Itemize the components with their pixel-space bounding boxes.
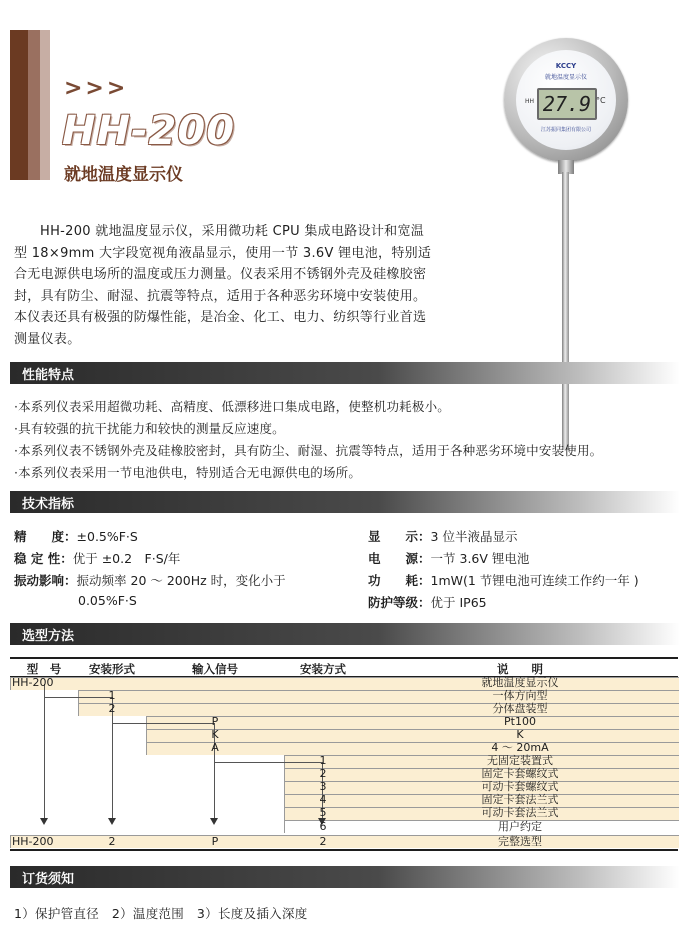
product-subtitle: 就地温度显示仪 (64, 165, 183, 185)
arrow-down-icon (40, 818, 48, 825)
section-title-order: 订货须知 (22, 872, 75, 887)
code-install-method: 6 (319, 820, 327, 833)
row-desc: 4 ～ 20mA (491, 741, 549, 754)
gauge-left-mark: HH (525, 98, 535, 105)
feature-item: ·具有较强的抗干扰能力和较快的测量反应速度。 (14, 421, 285, 436)
gauge-name-label: 就地温度显示仪 (544, 74, 587, 81)
row-desc: K (516, 728, 524, 741)
spec-consumption (368, 571, 639, 589)
intro-paragraph: HH-200 就地温度显示仪，采用微功耗 CPU 集成电路设计和宽温型 18×9mm 大字段宽视角液晶显示，使用一节 3.6V 锂电池，特别适合无电源供电场所的温度或压力测量。仪表采用不锈钢外壳及硅橡胶密封，具有防尘、耐湿、抗震等特点，适用于各种恶劣环境中安装使用。本仪表还具有极强的防爆性能，是冶金、化工、电力、纺织等行业首选测量仪表。 (14, 224, 432, 347)
code-input: K (211, 728, 219, 741)
header-stripe-dark (10, 30, 28, 180)
code-install-method: 3 (319, 780, 327, 793)
spec-value: ±0.5%F·S (76, 529, 138, 544)
spec-accuracy (14, 527, 138, 545)
feature-item: ·本系列仪表不锈钢外壳及硅橡胶密封，具有防尘、耐湿、抗震等特点，适用于各种恶劣环境中安装使用。 (14, 443, 603, 458)
spec-power (368, 549, 529, 567)
connector-line (44, 684, 45, 818)
row-desc: 无固定装置式 (487, 754, 553, 767)
spec-value: 优于 IP65 (430, 595, 487, 610)
table-bottom-rule (10, 849, 678, 851)
table-header-input: 输入信号 (192, 662, 238, 676)
row-desc: 就地温度显示仪 (481, 676, 559, 689)
gauge-brand-logo: KCCY (555, 62, 577, 70)
spec-label: 显 示： (368, 529, 431, 544)
code-install-method: 2 (319, 767, 327, 780)
code-install-method: 5 (319, 806, 327, 819)
table-top-rule (10, 657, 678, 659)
row-desc: 可动卡套法兰式 (481, 806, 559, 819)
product-model-title: HH-200 (62, 108, 236, 154)
spec-label: 功 耗： (368, 573, 431, 588)
section-bar-order (10, 866, 680, 888)
chevrons-decoration: >>> (64, 76, 129, 101)
section-bar-selection (10, 623, 680, 645)
table-header-install-method: 安装方式 (300, 662, 346, 676)
feature-item: ·本系列仪表采用超微功耗、高精度、低漂移进口集成电路，使整机功耗极小。 (14, 399, 450, 414)
example-desc: 完整选型 (498, 835, 542, 848)
spec-stability (14, 549, 180, 567)
spec-vibration (14, 571, 286, 589)
row-desc: 分体盘装型 (492, 702, 548, 715)
section-bar-features (10, 362, 680, 384)
spec-label: 稳 定 性： (14, 551, 73, 566)
example-install-form: 2 (108, 835, 116, 848)
row-desc: 用户约定 (498, 820, 542, 833)
header-stripe-mid (28, 30, 40, 180)
gauge-maker-label: 江苏振同集团有限公司 (540, 127, 591, 133)
header-stripe-light (40, 30, 50, 180)
section-title-features: 性能特点 (22, 368, 75, 383)
spec-value: 优于 ±0.2 F·S/年 (72, 551, 181, 566)
code-install-method: 4 (319, 793, 327, 806)
spec-protection (368, 593, 487, 611)
arrow-down-icon (108, 818, 116, 825)
spec-vibration-cont (78, 593, 137, 608)
gauge-lcd-reading: 27.9 (537, 88, 597, 120)
gauge-probe-stem (562, 172, 569, 450)
table-header-install-form: 安装形式 (89, 662, 135, 676)
code-install-form: 2 (108, 702, 116, 715)
row-desc: Pt100 (504, 715, 536, 728)
example-model: HH-200 (12, 835, 54, 848)
example-install-method: 2 (319, 835, 327, 848)
spec-label: 电 源： (368, 551, 431, 566)
code-install-method: 1 (319, 754, 327, 767)
spec-label: 精 度： (14, 529, 77, 544)
spec-value: 一节 3.6V 锂电池 (430, 551, 530, 566)
example-input: P (211, 835, 219, 848)
spec-display (368, 527, 517, 545)
row-desc: 可动卡套螺纹式 (481, 780, 559, 793)
order-notes: 1）保护管直径 2）温度范围 3）长度及插入深度 (14, 906, 308, 921)
spec-label: 防护等级： (368, 595, 431, 610)
spec-value: 振动频率 20 ～ 200Hz 时，变化小于 (76, 573, 286, 588)
row-desc: 一体方向型 (492, 689, 548, 702)
spec-label: 振动影响： (14, 573, 77, 588)
table-header-desc: 说 明 (497, 662, 543, 676)
code-input: A (211, 741, 219, 754)
spec-value: 1mW(1 节锂电池可连续工作约一年 ) (430, 573, 639, 588)
section-bar-specs (10, 491, 680, 513)
row-desc: 固定卡套法兰式 (481, 793, 559, 806)
arrow-down-icon (210, 818, 218, 825)
gauge-unit: °C (596, 96, 606, 105)
feature-item: ·本系列仪表采用一节电池供电，特别适合无电源供电的场所。 (14, 465, 362, 480)
spec-value: 0.05%F·S (78, 593, 137, 608)
section-title-specs: 技术指标 (22, 497, 75, 512)
section-title-selection: 选型方法 (22, 629, 75, 644)
code-install-form: 1 (108, 689, 116, 702)
row-desc: 固定卡套螺纹式 (481, 767, 559, 780)
spec-value: 3 位半液晶显示 (430, 529, 518, 544)
code-model: HH-200 (12, 676, 54, 689)
code-input: P (211, 715, 219, 728)
table-header-model: 型 号 (26, 662, 62, 676)
